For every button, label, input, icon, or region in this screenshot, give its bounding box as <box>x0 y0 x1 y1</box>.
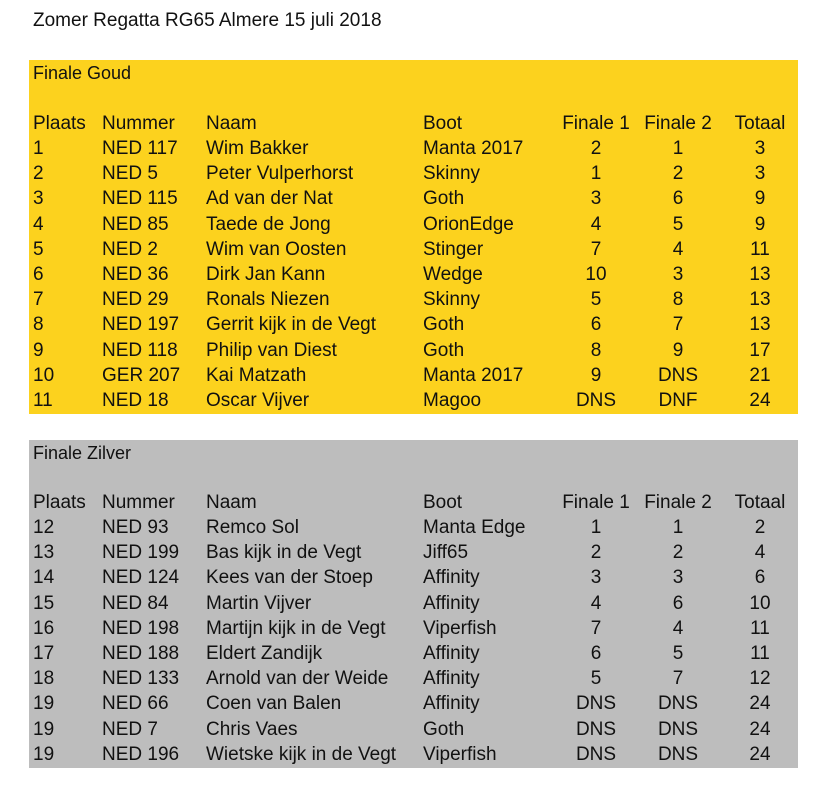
cell-plaats: 4 <box>33 213 44 235</box>
cell-nummer: NED 29 <box>102 289 169 311</box>
cell-naam: Dirk Jan Kann <box>206 264 326 285</box>
cell-finale-1: 3 <box>590 188 602 210</box>
cell-nummer: NED 5 <box>102 163 158 185</box>
cell-nummer: NED 2 <box>102 238 158 260</box>
cell-finale-2: DNF <box>658 390 698 411</box>
cell-plaats: 8 <box>33 314 44 336</box>
table-row <box>29 666 798 691</box>
cell-boot: Manta Edge <box>423 517 526 538</box>
cell-nummer: NED 66 <box>102 693 169 715</box>
cell-plaats: 15 <box>33 592 55 614</box>
table-row <box>29 540 798 565</box>
cell-finale-2: 2 <box>672 542 684 564</box>
cell-naam: Remco Sol <box>206 517 299 538</box>
table-row <box>29 565 798 590</box>
table-row <box>29 616 798 641</box>
cell-finale-2: 6 <box>672 188 684 210</box>
header-naam: Naam <box>206 492 257 513</box>
cell-finale-1: 9 <box>590 364 602 386</box>
cell-plaats: 9 <box>33 339 44 361</box>
table-row <box>29 742 798 767</box>
cell-finale-1: 2 <box>590 138 602 159</box>
cell-totaal: 6 <box>754 567 766 589</box>
cell-naam: Eldert Zandijk <box>206 643 323 664</box>
cell-nummer: GER 207 <box>102 364 181 386</box>
cell-naam: Wim van Oosten <box>206 238 347 260</box>
cell-plaats: 6 <box>33 264 44 285</box>
table-row <box>29 161 798 186</box>
cell-totaal: 3 <box>754 138 766 159</box>
cell-boot: Affinity <box>423 668 480 690</box>
cell-naam: Kees van der Stoep <box>206 567 373 589</box>
cell-finale-2: 1 <box>672 138 684 159</box>
cell-naam: Ronals Niezen <box>206 289 330 311</box>
finale-goud-table <box>29 60 798 414</box>
cell-plaats: 19 <box>33 693 55 715</box>
cell-boot: Manta 2017 <box>423 138 524 159</box>
table-row <box>29 717 798 742</box>
cell-nummer: NED 7 <box>102 718 158 740</box>
cell-finale-1: 5 <box>590 668 602 690</box>
cell-finale-1: 6 <box>590 643 602 664</box>
cell-boot: Goth <box>423 339 465 361</box>
cell-totaal: 24 <box>749 718 771 740</box>
header-finale-2: Finale 2 <box>644 113 712 134</box>
cell-finale-1: 1 <box>590 163 602 185</box>
cell-plaats: 11 <box>33 390 53 411</box>
cell-boot: Skinny <box>423 289 481 311</box>
cell-finale-2: 3 <box>672 264 684 285</box>
cell-finale-1: DNS <box>575 743 617 765</box>
cell-boot: Viperfish <box>423 743 497 765</box>
finale-zilver-header-row <box>29 490 798 515</box>
cell-nummer: NED 115 <box>102 188 178 210</box>
cell-finale-1: 2 <box>590 542 602 564</box>
cell-nummer: NED 198 <box>102 617 180 639</box>
cell-nummer: NED 117 <box>102 138 178 159</box>
cell-boot: OrionEdge <box>423 213 514 235</box>
cell-totaal: 10 <box>749 592 771 614</box>
header-totaal: Totaal <box>734 492 786 513</box>
cell-boot: Jiff65 <box>423 542 469 564</box>
cell-finale-2: 4 <box>672 238 684 260</box>
header-plaats: Plaats <box>33 492 86 513</box>
cell-naam: Wim Bakker <box>206 138 309 159</box>
cell-finale-2: 4 <box>672 617 684 639</box>
cell-plaats: 19 <box>33 743 55 765</box>
table-row <box>29 363 798 388</box>
cell-finale-1: 5 <box>590 289 602 311</box>
cell-finale-1: 8 <box>590 339 602 361</box>
header-totaal: Totaal <box>734 113 786 134</box>
cell-plaats: 18 <box>33 668 55 690</box>
cell-nummer: NED 124 <box>102 567 180 589</box>
cell-nummer: NED 196 <box>102 743 180 765</box>
table-row <box>29 641 798 666</box>
cell-finale-2: 7 <box>672 314 684 336</box>
header-boot: Boot <box>423 113 463 134</box>
header-naam: Naam <box>206 113 257 134</box>
cell-totaal: 13 <box>749 264 771 285</box>
cell-boot: Manta 2017 <box>423 364 524 386</box>
cell-finale-2: 3 <box>672 567 684 589</box>
cell-naam: Chris Vaes <box>206 718 298 740</box>
cell-totaal: 13 <box>749 314 771 336</box>
cell-plaats: 7 <box>33 289 44 311</box>
finale-zilver-title: Finale Zilver <box>33 443 132 463</box>
cell-plaats: 1 <box>33 138 44 159</box>
cell-boot: Stinger <box>423 238 484 260</box>
cell-totaal: 12 <box>749 668 771 690</box>
cell-nummer: NED 199 <box>102 542 180 564</box>
table-row <box>29 262 798 287</box>
table-row <box>29 212 798 237</box>
table-row <box>29 338 798 363</box>
cell-plaats: 5 <box>33 238 44 260</box>
header-nummer: Nummer <box>102 492 175 513</box>
cell-totaal: 11 <box>750 617 770 639</box>
cell-naam: Ad van der Nat <box>206 188 333 210</box>
table-row <box>29 515 798 540</box>
cell-naam: Bas kijk in de Vegt <box>206 542 362 564</box>
cell-totaal: 3 <box>754 163 766 185</box>
cell-totaal: 11 <box>750 643 770 664</box>
cell-finale-1: 4 <box>590 592 602 614</box>
cell-finale-2: DNS <box>657 718 699 740</box>
cell-boot: Wedge <box>423 264 483 285</box>
document-title: Zomer Regatta RG65 Almere 15 juli 2018 <box>33 10 382 31</box>
cell-naam: Oscar Vijver <box>206 390 310 411</box>
table-row <box>29 691 798 716</box>
cell-totaal: 24 <box>749 693 771 715</box>
cell-totaal: 4 <box>754 542 766 564</box>
header-finale-1: Finale 1 <box>562 113 630 134</box>
cell-finale-1: 7 <box>590 238 602 260</box>
cell-plaats: 10 <box>33 364 55 386</box>
cell-naam: Gerrit kijk in de Vegt <box>206 314 377 336</box>
cell-boot: Goth <box>423 314 465 336</box>
cell-plaats: 14 <box>33 567 55 589</box>
cell-finale-1: 10 <box>585 264 607 285</box>
cell-finale-2: 5 <box>672 213 684 235</box>
table-row <box>29 186 798 211</box>
cell-naam: Martin Vijver <box>206 592 312 614</box>
cell-naam: Philip van Diest <box>206 339 337 361</box>
cell-boot: Affinity <box>423 592 480 614</box>
cell-finale-1: 7 <box>590 617 602 639</box>
cell-finale-2: 5 <box>672 643 684 664</box>
header-finale-1: Finale 1 <box>562 492 630 513</box>
cell-totaal: 9 <box>754 188 766 210</box>
cell-finale-2: 7 <box>672 668 684 690</box>
cell-finale-1: 4 <box>590 213 602 235</box>
cell-naam: Peter Vulperhorst <box>206 163 354 185</box>
cell-boot: Goth <box>423 718 465 740</box>
cell-plaats: 17 <box>33 643 55 664</box>
cell-finale-1: DNS <box>575 693 617 715</box>
cell-finale-1: 3 <box>590 567 602 589</box>
cell-boot: Goth <box>423 188 465 210</box>
header-nummer: Nummer <box>102 113 175 134</box>
header-finale-2: Finale 2 <box>644 492 712 513</box>
cell-nummer: NED 133 <box>102 668 180 690</box>
header-plaats: Plaats <box>33 113 86 134</box>
cell-nummer: NED 85 <box>102 213 169 235</box>
cell-naam: Arnold van der Weide <box>206 668 389 690</box>
cell-plaats: 12 <box>33 517 55 538</box>
cell-boot: Magoo <box>423 390 482 411</box>
cell-totaal: 2 <box>754 517 766 538</box>
cell-totaal: 21 <box>749 364 771 386</box>
cell-naam: Martijn kijk in de Vegt <box>206 617 386 639</box>
cell-boot: Skinny <box>423 163 481 185</box>
table-row <box>29 287 798 312</box>
cell-finale-2: 8 <box>672 289 684 311</box>
cell-plaats: 13 <box>33 542 55 564</box>
cell-nummer: NED 118 <box>102 339 178 361</box>
cell-finale-1: 1 <box>590 517 602 538</box>
cell-nummer: NED 18 <box>102 390 169 411</box>
cell-boot: Affinity <box>423 567 480 589</box>
cell-totaal: 17 <box>749 339 771 361</box>
cell-nummer: NED 188 <box>102 643 180 664</box>
cell-naam: Kai Matzath <box>206 364 307 386</box>
cell-finale-2: DNS <box>657 743 699 765</box>
cell-boot: Affinity <box>423 693 480 715</box>
cell-finale-2: 6 <box>672 592 684 614</box>
cell-boot: Affinity <box>423 643 480 664</box>
cell-nummer: NED 36 <box>102 264 169 285</box>
header-boot: Boot <box>423 492 463 513</box>
cell-totaal: 24 <box>749 390 771 411</box>
cell-totaal: 24 <box>749 743 771 765</box>
cell-finale-1: DNS <box>575 390 617 411</box>
table-row <box>29 312 798 337</box>
cell-finale-2: DNS <box>657 693 699 715</box>
cell-plaats: 2 <box>33 163 44 185</box>
finale-zilver-table <box>29 440 798 768</box>
cell-nummer: NED 197 <box>102 314 180 336</box>
cell-finale-2: DNS <box>657 364 699 386</box>
table-row <box>29 388 798 413</box>
cell-totaal: 11 <box>750 238 770 260</box>
cell-naam: Taede de Jong <box>206 213 331 235</box>
cell-plaats: 16 <box>33 617 55 639</box>
table-row <box>29 591 798 616</box>
cell-plaats: 3 <box>33 188 44 210</box>
cell-nummer: NED 84 <box>102 592 169 614</box>
table-row <box>29 136 798 161</box>
cell-boot: Viperfish <box>423 617 497 639</box>
cell-finale-2: 1 <box>672 517 684 538</box>
finale-goud-header-row <box>29 111 798 136</box>
cell-nummer: NED 93 <box>102 517 169 538</box>
table-row <box>29 237 798 262</box>
finale-goud-title: Finale Goud <box>33 63 132 83</box>
cell-finale-2: 2 <box>672 163 684 185</box>
cell-naam: Coen van Balen <box>206 693 342 715</box>
cell-finale-1: 6 <box>590 314 602 336</box>
cell-finale-2: 9 <box>672 339 684 361</box>
cell-totaal: 13 <box>749 289 771 311</box>
cell-totaal: 9 <box>754 213 766 235</box>
cell-finale-1: DNS <box>575 718 617 740</box>
cell-plaats: 19 <box>33 718 55 740</box>
cell-naam: Wietske kijk in de Vegt <box>206 743 397 765</box>
